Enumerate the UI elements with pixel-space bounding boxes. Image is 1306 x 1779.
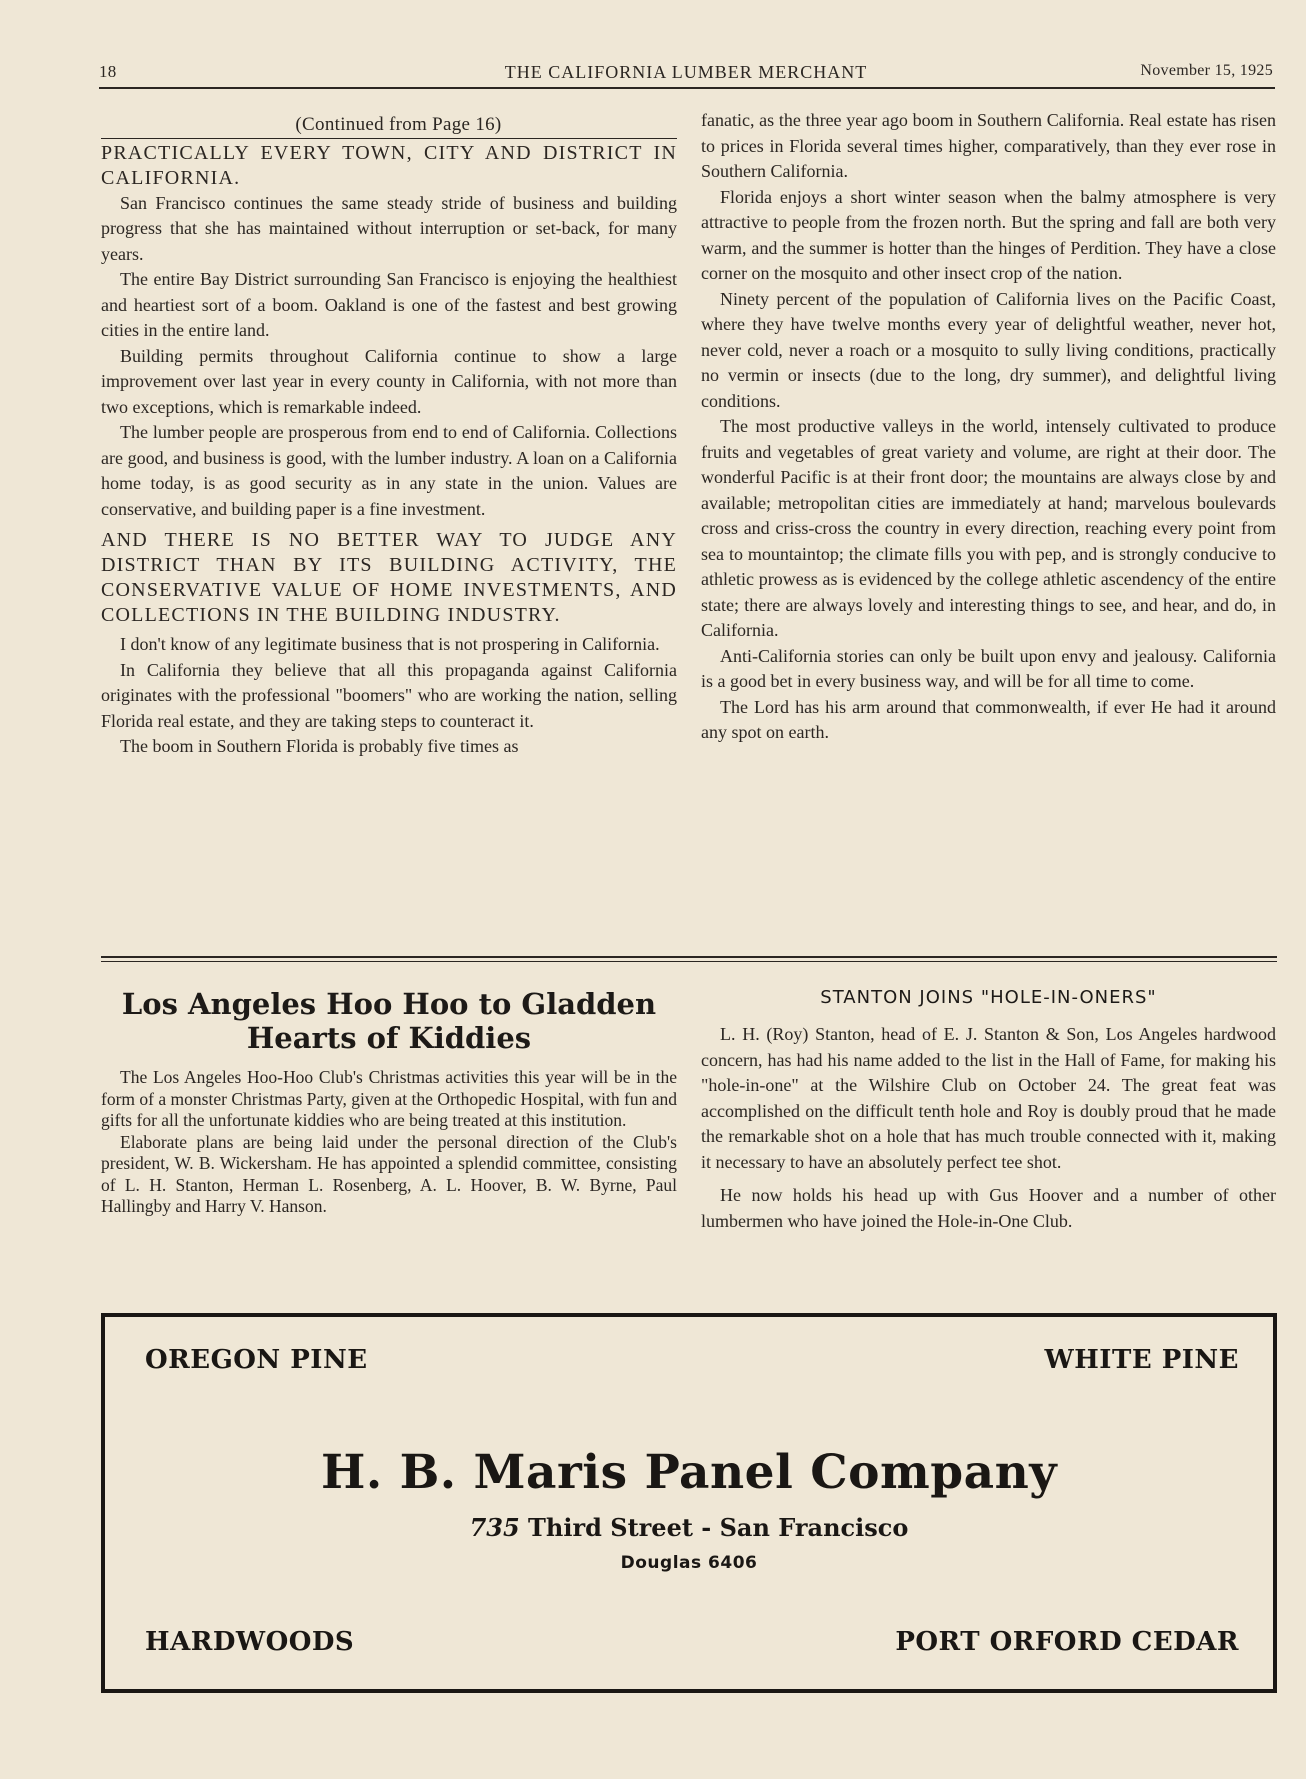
ad-top-right: WHITE PINE — [1044, 1345, 1239, 1375]
paragraph: The most productive valleys in the world, intensely cultivated to produce fruits and vegetables of great variety and volume, are right at their door. The wonderful Pacific is at their front door; the mountains are always close by and available; metropolitan cities are immediately at hand; marvelous boulevards cross and criss-cross the country in every direction, reaching every point from sea to mountaintop; the climate fills you with pep, and is strongly conducive to athletic prowess as is evidenced by the college athletic ascendency of the entire state; there are always lovely and interesting things to see, and hear, and do, in California. — [701, 416, 1276, 640]
paragraph: The boom in Southern Florida is probably five times as — [120, 736, 519, 756]
caps-intro: PRACTICALLY EVERY TOWN, CITY AND DISTRICT IN CALIFORNIA. — [101, 141, 677, 189]
section-divider — [101, 956, 1277, 962]
ad-top-left: OREGON PINE — [145, 1345, 368, 1375]
paragraph: The Los Angeles Hoo-Hoo Club's Christmas activities this year will be in the form of a monster Christmas Party, given at the Orthopedic Hospital, with fun and gifts for all the unfortunate kiddies who are being treated at this institution. — [101, 1067, 677, 1130]
advertisement-box — [101, 1313, 1277, 1693]
paragraph: Anti-California stories can only be built upon envy and jealousy. California is a good bet in every business way, and will be for all time to come. — [701, 645, 1276, 691]
article-column-right — [701, 108, 1276, 746]
ad-phone: Douglas 6406 — [620, 1553, 758, 1573]
continued-rule — [101, 138, 677, 139]
article-column-left — [101, 112, 677, 760]
ad-company-name: H. B. Maris Panel Company — [320, 1445, 1058, 1500]
paragraph: Florida enjoys a short winter season when the balmy atmosphere is very attractive to people from the frozen north. But the spring and fall are both very warm, and the summer is hotter than the hinges of Perdition. They have a close corner on the mosquito and other insect crop of the nation. — [701, 186, 1276, 283]
paragraph: San Francisco continues the same steady stride of business and building progress that she has maintained without interruption or set-back, for many years. — [101, 192, 677, 264]
header-rule — [99, 87, 1275, 89]
paragraph: I don't know of any legitimate business that is not prospering in California. — [120, 634, 660, 654]
ad-address — [105, 1513, 1273, 1542]
paragraph: The Lord has his arm around that commonwealth, if ever He had it around any spot on earth. — [701, 696, 1276, 742]
paragraph: In California they believe that all this propaganda against California originates with the professional "boomers" who are working the nation, selling Florida real estate, and they are taking steps to counteract it. — [101, 659, 677, 731]
paragraph: He now holds his head up with Gus Hoover and a number of other lumbermen who have joined the Hole-in-One Club. — [701, 1185, 1276, 1231]
stanton-story-headline: STANTON JOINS "HOLE-IN-ONERS" — [820, 987, 1157, 1008]
paragraph: fanatic, as the three year ago boom in Southern California. Real estate has risen to prices in Florida several times higher, comparatively, than they ever rose in Southern California. — [701, 110, 1276, 181]
page-header — [99, 62, 1273, 88]
publication-title: THE CALIFORNIA LUMBER MERCHANT — [504, 62, 868, 82]
ad-address-street: Third Street - San Francisco — [528, 1513, 909, 1542]
paragraph: The lumber people are prosperous from end to end of California. Collections are good, and business is good, with the lumber industry. A loan on a California home today, is as good security as in any state in the union. Values are conservative, and building paper is a fine investment. — [101, 422, 677, 519]
la-story-body — [101, 1067, 677, 1218]
paragraph: Building permits throughout California continue to show a large improvement over last year in every county in California, with not more than two exceptions, which is remarkable indeed. — [101, 345, 677, 417]
paragraph: Elaborate plans are being laid under the personal direction of the Club's president, W. B. Wickersham. He has appointed a splendid committee, consisting of L. H. Stanton, Herman L. Rosenberg, A. L. Hoover, B. W. Byrne, Paul Hallingby and Harry V. Hanson. — [101, 1131, 677, 1216]
stanton-story-body — [701, 1022, 1276, 1242]
issue-date: November 15, 1925 — [1140, 62, 1273, 79]
caps-statement: AND THERE IS NO BETTER WAY TO JUDGE ANY DISTRICT THAN BY ITS BUILDING ACTIVITY, THE CONSERVATIVE VALUE OF HOME INVESTMENTS, AND COLLECTIONS IN THE BUILDING INDUSTRY. — [101, 529, 677, 626]
page-number: 18 — [99, 62, 117, 81]
ad-bottom-right: PORT ORFORD CEDAR — [895, 1627, 1239, 1657]
paragraph: Ninety percent of the population of California lives on the Pacific Coast, where they have twelve months every year of delightful weather, never hot, never cold, never a roach or a mosquito to sully living conditions, practically no vermin or insects (due to the long, dry summer), and delightful living conditions. — [701, 288, 1276, 411]
paragraph: The entire Bay District surrounding San Francisco is enjoying the healthiest and heartiest sort of a boom. Oakland is one of the fastest and best growing cities in the entire land. — [101, 269, 677, 340]
la-story-headline: Los Angeles Hoo Hoo to Gladden Hearts of Kiddies — [121, 987, 657, 1055]
ad-bottom-left: HARDWOODS — [145, 1627, 355, 1657]
paragraph: L. H. (Roy) Stanton, head of E. J. Stanton & Son, Los Angeles hardwood concern, has had his name added to the list in the Hall of Fame, for making his "hole-in-one" at the Wilshire Club on October 24. The great feat was accomplished on the difficult tenth hole and Roy is doubly proud that he made the remarkable shot on a hole that has much trouble connected with it, making it necessary to have an absolutely perfect tee shot. — [701, 1024, 1276, 1172]
continued-note: (Continued from Page 16) — [295, 114, 502, 135]
ad-address-number: 735 — [469, 1513, 520, 1542]
